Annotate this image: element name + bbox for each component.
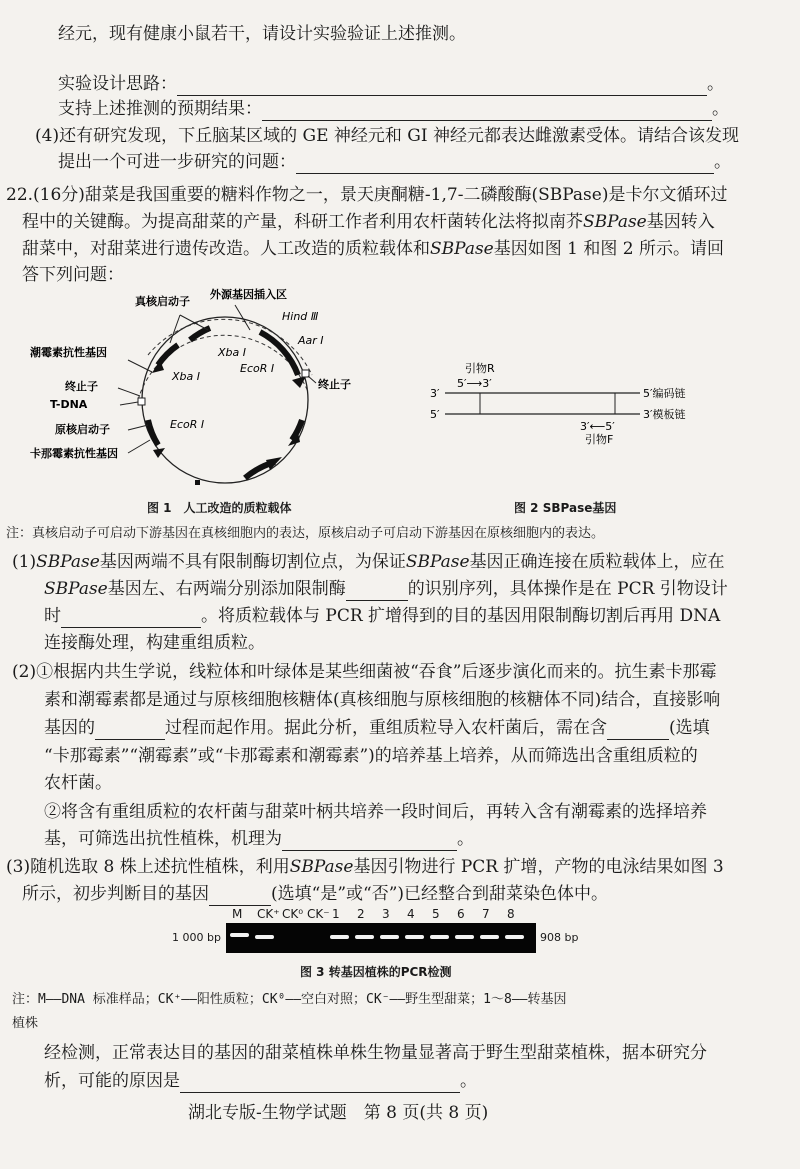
bottom-strand-right: 3′模板链 xyxy=(643,408,686,421)
label-hyg-gene: 潮霉素抗性基因 xyxy=(30,346,107,359)
q2-line3: 基因的 过程而起作用。据此分析，重组质粒导入农杆菌后，需在含 (选填 xyxy=(44,718,710,738)
q22-line4: 答下列问题： xyxy=(22,265,124,285)
gel-band xyxy=(505,935,524,939)
arrow-head xyxy=(292,376,306,388)
leader-line xyxy=(308,376,316,383)
answer-blank[interactable] xyxy=(296,155,714,174)
gel-band xyxy=(405,935,424,939)
q1-line2: SBPase基因左、右两端分别添加限制酶 的识别序列，具体操作是在 PCR 引物设计 xyxy=(44,579,728,599)
leader-line xyxy=(170,315,180,343)
label-xba-inner: Xba Ⅰ xyxy=(218,346,246,359)
label-euk-promoter: 真核启动子 xyxy=(135,295,190,308)
gel-note-line1: 注：M——DNA 标准样品；CK⁺——阳性质粒；CK⁰——空白对照；CK⁻——野生型甜菜；1～8——转基因 xyxy=(12,992,567,1007)
leader-line xyxy=(128,360,152,372)
design-idea-line: 实验设计思路： 。 xyxy=(58,74,724,94)
answer-blank[interactable] xyxy=(346,582,408,601)
gel-lane-label: 6 xyxy=(457,907,465,921)
label-xba-left: Xba Ⅰ xyxy=(172,370,200,383)
gel-lane-label: CK⁰ xyxy=(282,907,304,921)
label-terminator-right: 终止子 xyxy=(318,378,351,391)
leader-line xyxy=(128,425,148,430)
answer-blank[interactable] xyxy=(177,77,707,96)
answer-blank[interactable] xyxy=(209,887,271,906)
label-kan-gene: 卡那霉素抗性基因 xyxy=(30,447,118,460)
answer-blank[interactable] xyxy=(95,721,165,740)
gene-figure xyxy=(425,360,725,460)
gel-band xyxy=(380,935,399,939)
q2-line6: ②将含有重组质粒的农杆菌与甜菜叶柄共培养一段时间后，再转入含有潮霉素的选择培养 xyxy=(44,802,707,822)
tdna-marker xyxy=(138,398,145,405)
gel-right-marker: 908 bp xyxy=(540,931,579,944)
gel-lane-label: CK⁻ xyxy=(307,907,330,921)
final-line1: 经检测，正常表达目的基因的甜菜植株单株生物量显著高于野生型甜菜植株，据本研究分 xyxy=(44,1043,707,1063)
q2-line4: “卡那霉素”“潮霉素”或“卡那霉素和潮霉素”)的培养基上培养，从而筛选出含重组质粒的 xyxy=(44,746,698,766)
label-tdna: T-DNA xyxy=(50,398,88,411)
q22-line3: 甜菜中，对甜菜进行遗传改造。人工改造的质粒载体和SBPase基因如图 1 和图 2 所示。请回 xyxy=(22,239,724,259)
page-footer: 湖北专版-生物学试题 第 8 页(共 8 页) xyxy=(188,1103,489,1123)
label-ecori-lower: EcoR Ⅰ xyxy=(170,418,205,431)
q1-line4: 连接酶处理，构建重组质粒。 xyxy=(44,633,265,653)
q4-line1: (4)还有研究发现，下丘脑某区域的 GE 神经元和 GI 神经元都表达雌激素受体。请结合该发现 xyxy=(35,126,739,146)
leader-line xyxy=(120,402,138,405)
gel-lane-labels xyxy=(228,907,538,923)
answer-blank[interactable] xyxy=(262,102,712,121)
gel-band xyxy=(230,933,249,937)
gel-band xyxy=(355,935,374,939)
label-hind: Hind Ⅲ xyxy=(282,310,319,323)
leader-line xyxy=(128,440,150,453)
q4-line2: 提出一个可进一步研究的问题： 。 xyxy=(58,152,731,172)
plasmid-circle xyxy=(142,317,308,483)
q3-line1: (3)随机选取 8 株上述抗性植株，利用SBPase基因引物进行 PCR 扩增，产物的电泳结果如图 3 xyxy=(6,857,724,877)
terminator-marker xyxy=(302,370,309,377)
kan-gene-block xyxy=(148,420,158,445)
q1-line3: 时 。将质粒载体与 PCR 扩增得到的目的基因用限制酶切割后再用 DNA xyxy=(44,606,721,626)
q2-line1: (2)①根据内共生学说，线粒体和叶绿体是某些细菌被“吞食”后逐步演化而来的。抗生素卡那霉 xyxy=(12,662,717,682)
bottom-strand-left: 5′ xyxy=(430,408,440,421)
q3-line2: 所示，初步判断目的基因 (选填“是”或“否”)已经整合到甜菜染色体中。 xyxy=(22,884,609,904)
figure2-caption: 图 2 SBPase基因 xyxy=(514,501,617,515)
q22-line2: 程中的关键酶。为提高甜菜的产量，科研工作者利用农杆菌转化法将拟南芥SBPase基因转入 xyxy=(22,212,715,232)
label-terminator-left: 终止子 xyxy=(65,380,98,393)
small-marker xyxy=(195,480,200,485)
gel-image xyxy=(226,923,536,953)
label-prok-promoter: 原核启动子 xyxy=(55,423,110,436)
answer-blank[interactable] xyxy=(282,832,457,851)
answer-blank[interactable] xyxy=(180,1074,460,1093)
answer-blank[interactable] xyxy=(607,721,669,740)
label-insert-region: 外源基因插入区 xyxy=(210,288,287,301)
arrow-head xyxy=(153,448,165,458)
gel-lane-label: CK⁺ xyxy=(257,907,280,921)
primer-r-direction: 5′⟶3′ xyxy=(457,377,492,390)
gel-lane-label: 1 xyxy=(332,907,340,921)
figure3-caption: 图 3 转基因植株的PCR检测 xyxy=(300,965,452,979)
gel-band xyxy=(330,935,349,939)
primer-r-label: 引物R xyxy=(465,362,495,375)
gel-band xyxy=(255,935,274,939)
figure1-caption: 图 1 人工改造的质粒载体 xyxy=(147,501,292,515)
gel-band xyxy=(455,935,474,939)
primer-f-direction: 3′⟵5′ xyxy=(580,420,615,433)
top-strand-right: 5′编码链 xyxy=(643,387,686,400)
q22-line1: 22.(16分)甜菜是我国重要的糖料作物之一，景天庚酮糖-1,7-二磷酸酶(SBPase)是卡尔文循环过 xyxy=(6,185,728,205)
q2-line2: 素和潮霉素都是通过与原核细胞核糖体(真核细胞与原核细胞的核糖体不同)结合，直接影响 xyxy=(44,690,721,710)
top-strand-left: 3′ xyxy=(430,387,440,400)
gel-band xyxy=(430,935,449,939)
design-label: 实验设计思路： xyxy=(58,74,177,94)
prev-line1: 经元，现有健康小鼠若干，请设计实验验证上述推测。 xyxy=(58,24,466,44)
primer-f-label: 引物F xyxy=(585,433,614,446)
plasmid-figure xyxy=(30,280,400,510)
q2-line5: 农杆菌。 xyxy=(44,773,112,793)
answer-blank[interactable] xyxy=(61,609,201,628)
gel-lane-label: 8 xyxy=(507,907,515,921)
result-label: 支持上述推测的预期结果： xyxy=(58,99,262,119)
gel-lane-label: M xyxy=(232,907,243,921)
gel-lane-label: 7 xyxy=(482,907,490,921)
gel-lane-label: 4 xyxy=(407,907,415,921)
figure-note: 注：真核启动子可启动下游基因在真核细胞内的表达，原核启动子可启动下游基因在原核细胞内的表达。 xyxy=(6,526,605,541)
final-line2: 析，可能的原因是 。 xyxy=(44,1071,477,1091)
gel-lane-label: 2 xyxy=(357,907,365,921)
q1-line1: (1)SBPase基因两端不具有限制酶切割位点，为保证SBPase基因正确连接在质粒载体上，应在 xyxy=(12,552,725,572)
label-aar: Aar Ⅰ xyxy=(298,334,324,347)
gel-lane-label: 5 xyxy=(432,907,440,921)
gel-left-marker: 1 000 bp xyxy=(172,931,221,944)
arrow-head xyxy=(266,457,282,470)
q2-line7: 基，可筛选出抗性植株，机理为 。 xyxy=(44,829,474,849)
gel-band xyxy=(480,935,499,939)
leader-line xyxy=(118,388,140,396)
expected-result-line: 支持上述推测的预期结果： 。 xyxy=(58,99,729,119)
label-ecori-inner: EcoR Ⅰ xyxy=(240,362,275,375)
gel-note-line2: 植株 xyxy=(12,1016,39,1031)
gel-lane-label: 3 xyxy=(382,907,390,921)
